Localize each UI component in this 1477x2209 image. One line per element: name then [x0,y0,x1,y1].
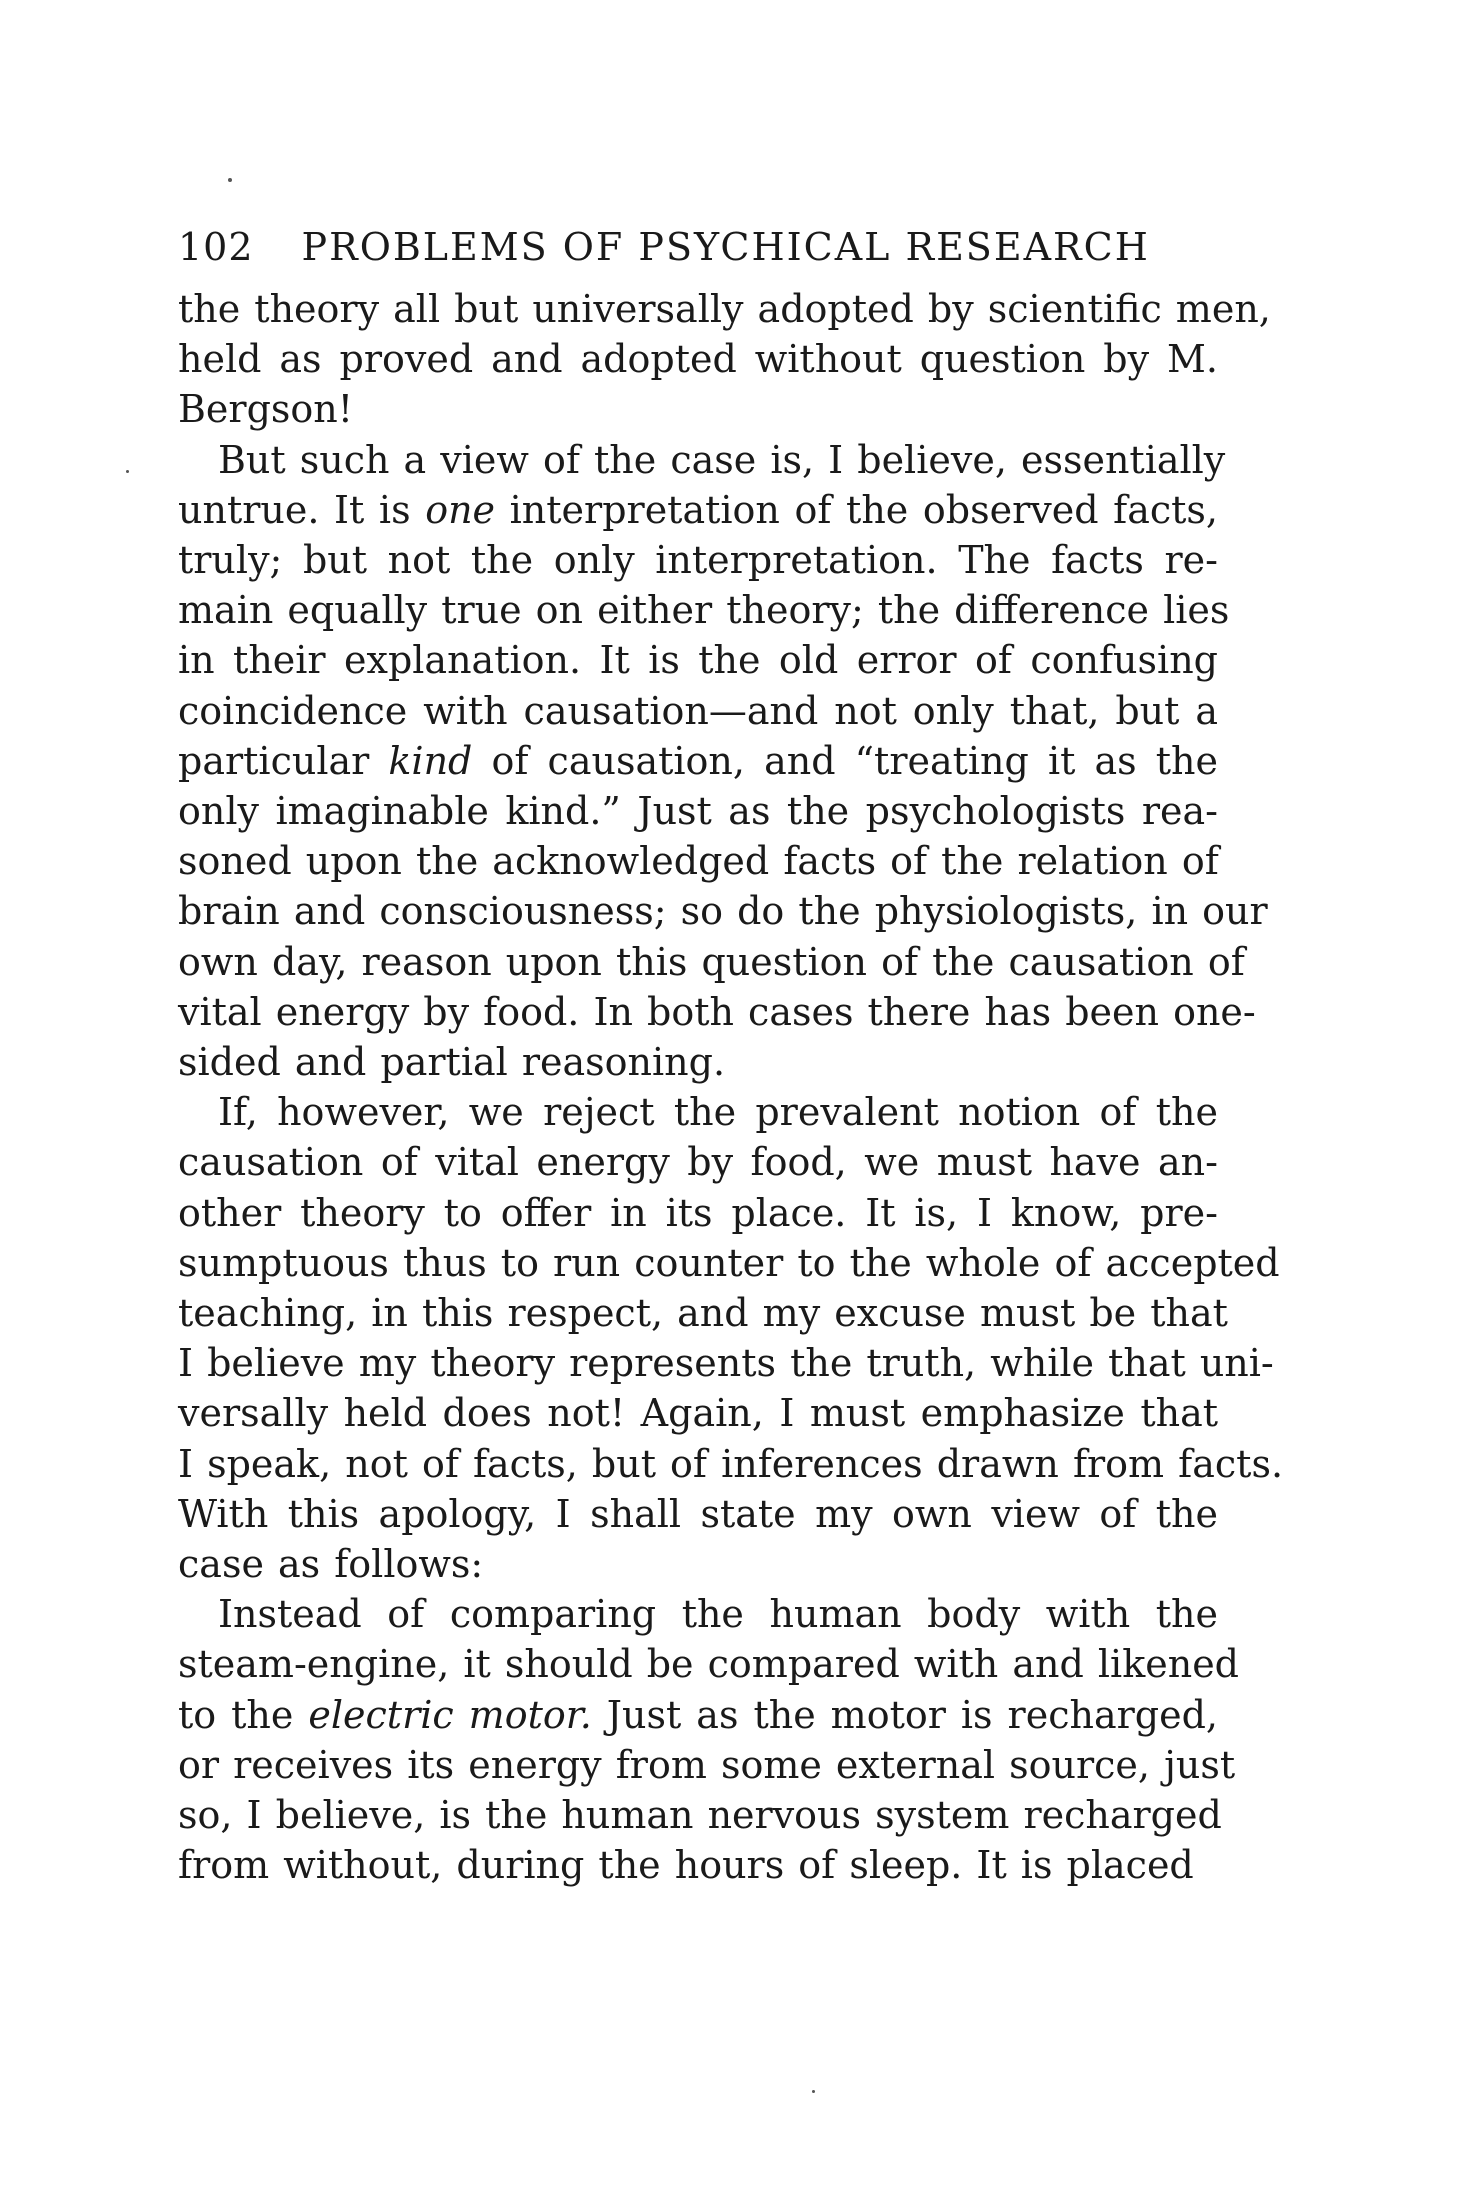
text-line: causation of vital energy by food, we must have an- [178,1140,1218,1185]
text-line: But such a view of the case is, I believe, essentially [218,437,1226,482]
paragraph [178,284,1271,435]
text-line: or receives its energy from some external source, just [178,1742,1236,1787]
text-line: Instead of comparing the human body with the [218,1592,1218,1637]
text-line: teaching, in this respect, and my excuse must be that [178,1291,1228,1336]
paragraph [178,1087,1284,1589]
text-line: main equally true on either theory; the difference lies [178,588,1230,633]
text-line: vital energy by food. In both cases there has been one- [178,989,1256,1034]
text-line: the theory all but universally adopted by scientific men, [178,287,1271,331]
text-line: steam-engine, it should be compared with and likened [178,1642,1240,1687]
text-line: so, I believe, is the human nervous system recharged [178,1793,1222,1838]
text-line: I believe my theory represents the truth, while that uni- [178,1341,1274,1386]
text-line: coincidence with causation—and not only that, but a [178,688,1218,733]
text-line: If, however, we reject the prevalent notion of the [218,1090,1218,1135]
text-line: case as follows: [178,1542,484,1587]
text-line: brain and consciousness; so do the physiologists, in our [178,889,1268,934]
text-line: I speak, not of facts, but of inferences drawn from facts. [178,1441,1284,1486]
page-number: 102 [178,225,254,269]
text-line: to the electric motor. Just as the motor is recharged, [178,1692,1219,1737]
text-line: own day, reason upon this question of the causation of [178,939,1245,984]
text-line: sided and partial reasoning. [178,1040,726,1085]
paragraph [178,1589,1240,1890]
book-page [178,222,1284,1891]
scan-speck [812,2090,815,2093]
text-line: in their explanation. It is the old error of confusing [178,638,1218,683]
text-line: versally held does not! Again, I must emphasize that [178,1391,1218,1436]
text-line: particular kind of causation, and “treating it as the [178,738,1218,783]
italic-text: electric motor. [308,1692,592,1737]
running-header [178,222,1218,272]
text-line: other theory to offer in its place. It is, I know, pre- [178,1190,1218,1235]
text-line: only imaginable kind.” Just as the psychologists rea- [178,789,1218,834]
scan-speck [126,470,129,473]
text-line: soned upon the acknowledged facts of the relation of [178,839,1219,884]
text-line: untrue. It is one interpretation of the observed facts, [178,487,1218,532]
italic-text: kind [388,738,473,783]
text-line: sumptuous thus to run counter to the whole of accepted [178,1240,1280,1285]
body-text [178,284,1284,1891]
italic-text: one [425,487,496,532]
text-line: from without, during the hours of sleep. It is placed [178,1843,1194,1888]
text-line: Bergson! [178,387,354,432]
running-title: PROBLEMS OF PSYCHICAL RESEARCH [301,225,1150,269]
text-line: With this apology, I shall state my own view of the [178,1491,1218,1536]
text-line: held as proved and adopted without question by M. [178,337,1218,382]
scan-speck [228,178,232,182]
text-line: truly; but not the only interpretation. The facts re- [178,538,1218,583]
paragraph [178,435,1268,1088]
